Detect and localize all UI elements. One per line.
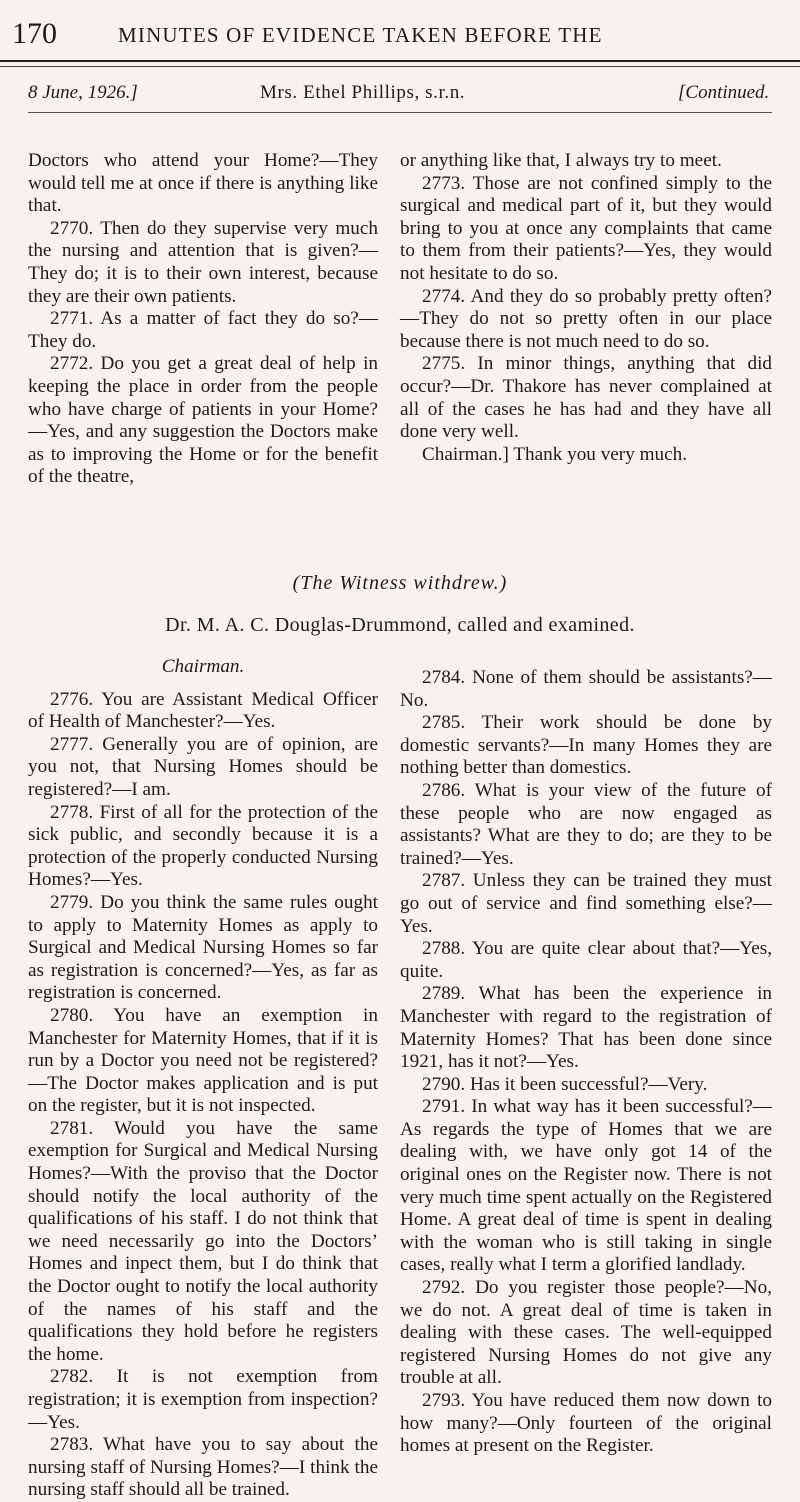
paragraph: 2779. Do you think the same rules ought to apply to Maternity Homes as apply to Surgical and Medical Nursing Homes so far as registration is concerned?—Yes, as far as registration is concerned. [28, 891, 378, 1004]
paragraph: 2780. You have an exemption in Manchester for Maternity Homes, that if it is run by a Doctor you need not be registered?—The Doctor makes application and is put on the register, but it is not inspected. [28, 1004, 378, 1117]
paragraph: 2785. Their work should be done by domestic servants?—In many Homes they are nothing better than domestics. [400, 712, 772, 779]
paragraph: 2774. And they do so probably pretty often?—They do not so pretty often in our place because there is not much need to do so. [400, 285, 772, 352]
paragraph: 2775. In minor things, anything that did occur?—Dr. Thakore has never complained at all of the cases he has had and they have all done very well. [400, 353, 772, 443]
page-number: 170 [12, 17, 57, 50]
paragraph: 2778. First of all for the protection of the sick public, and secondly because it is a protection of the properly conducted Nursing Homes?—Yes. [28, 801, 378, 891]
paragraph: 2782. It is not exemption from registration; it is exemption from inspection?—Yes. [28, 1366, 378, 1433]
paragraph: 2789. What has been the experience in Manchester with regard to the registration of Maternity Homes? That has been done since 1921, has it not?—Yes. [400, 983, 772, 1073]
paragraph: 2790. Has it been successful?—Very. [422, 1073, 708, 1095]
paragraph: or anything like that, I always try to meet. [400, 150, 722, 171]
upper-right-column [400, 150, 772, 466]
paragraph: 2786. What is your view of the future of these people who are now engaged as assistants? What are they to do; are they to be trained?—Yes. [400, 779, 772, 869]
lower-right-column [400, 667, 772, 1458]
session-date: 8 June, 1926.] [28, 82, 138, 103]
paragraph: 2784. None of them should be assistants?—No. [400, 667, 772, 711]
paragraph: 2793. You have reduced them now down to how many?—Only fourteen of the original homes at present on the Register. [400, 1390, 772, 1457]
continued-label: [Continued. [678, 82, 770, 103]
paragraph: 2777. Generally you are of opinion, are you not, that Nursing Homes should be registered?—I am. [28, 733, 378, 800]
meta-rule [28, 112, 772, 113]
witness-withdrew-note: (The Witness withdrew.) [292, 572, 508, 594]
paragraph: 2770. Then do they supervise very much the nursing and attention that is given?—They do; it is to their own interest, because they are their own patients. [28, 217, 378, 307]
paragraph: 2791. In what way has it been successful?—As regards the type of Homes that we are dealing with, we have only got 14 of the original ones on the Register now. There is not very much time spent actually on the Registered Home. A great deal of time is spent in dealing with the woman who is still taking in single cases, really what I term a glorified landlady. [400, 1096, 772, 1276]
header-rule [0, 60, 800, 67]
lower-left-column [28, 650, 378, 1502]
paragraph: Doctors who attend your Home?—They would tell me at once if there is anything like that. [28, 150, 378, 217]
paragraph: Chairman.] Thank you very much. [422, 443, 688, 465]
witness-called-heading: Dr. M. A. C. Douglas-Drummond, called and examined. [165, 614, 635, 636]
paragraph: 2781. Would you have the same exemption for Surgical and Medical Nursing Homes?—With the proviso that the Doctor should notify the local authority of the qualifications of his staff. I do not think that we need necessarily go into the Doctors’ Homes and inpect them, but I do think that the Doctor ought to notify the local authority of the names of his staff and the qualifications they hold before he registers the home. [28, 1117, 378, 1365]
paragraph: 2772. Do you get a great deal of help in keeping the place in order from the people who have charge of patients in your Home?—Yes, and any suggestion the Doctors make as to improving the Home or for the benefit of the theatre, [28, 353, 378, 488]
chairman-heading: Chairman. [161, 656, 245, 677]
paragraph: 2783. What have you to say about the nursing staff of Nursing Homes?—I think the nursing staff should all be trained. [28, 1434, 378, 1501]
running-title: MINUTES OF EVIDENCE TAKEN BEFORE THE [118, 23, 603, 47]
witness-name: Mrs. Ethel Phillips, s.r.n. [260, 82, 466, 103]
page-header [0, 14, 800, 54]
paragraph: 2776. You are Assistant Medical Officer of Health of Manchester?—Yes. [28, 688, 378, 733]
paragraph: 2773. Those are not confined simply to the surgical and medical part of it, but they would bring to you at once any complaints that came to them from their patients?—Yes, they would not hesitate to do so. [400, 172, 772, 284]
upper-left-column [28, 150, 378, 489]
paragraph: 2788. You are quite clear about that?—Yes, quite. [400, 938, 772, 982]
paragraph: 2771. As a matter of fact they do so?—They do. [28, 308, 378, 352]
paragraph: 2792. Do you register those people?—No, we do not. A great deal of time is taken in dealing with these cases. The well-equipped registered Nursing Homes do not give any trouble at all. [400, 1277, 772, 1389]
paragraph: 2787. Unless they can be trained they must go out of service and find something else?—Yes. [400, 870, 772, 937]
